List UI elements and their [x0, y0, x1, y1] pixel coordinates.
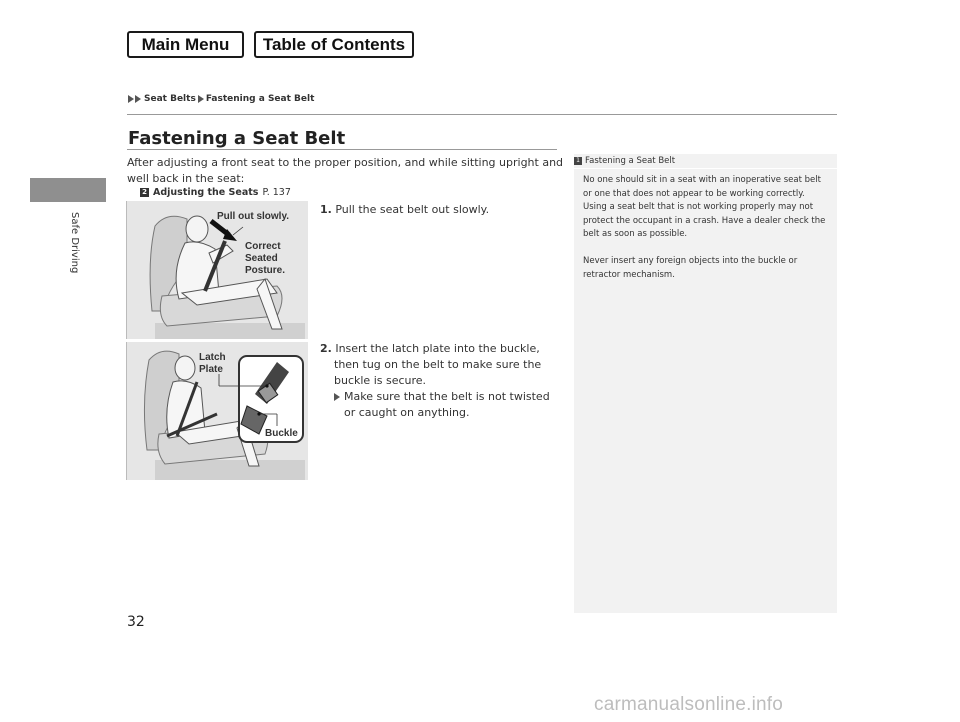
page-title: Fastening a Seat Belt — [128, 128, 346, 149]
main-menu-button[interactable]: Main Menu — [127, 31, 244, 58]
xref-label: Adjusting the Seats — [153, 187, 259, 198]
breadcrumb-arrow-icon — [128, 95, 134, 103]
step-text: Insert the latch plate into the buckle, then tug on the belt to make sure the buckle is secure. — [334, 342, 542, 387]
step-2-subnote — [334, 389, 560, 421]
note-paragraph: Never insert any foreign objects into the buckle or retractor mechanism. — [583, 256, 798, 280]
subnote-text: Make sure that the belt is not twisted or caught on anything. — [344, 390, 550, 419]
step-number: 2. — [320, 342, 332, 355]
xref-page: P. 137 — [262, 187, 291, 198]
subnote-arrow-icon — [334, 393, 340, 401]
callout-latch-plate: Latch Plate — [199, 352, 226, 375]
header-divider — [127, 114, 837, 115]
section-tab — [30, 178, 106, 202]
note-paragraph: No one should sit in a seat with an inoperative seat belt or one that does not appear to be working correctly. Using a seat belt that is not working properly may not protect the occupant in a crash. Have a dealer check the belt as soon as possible. — [583, 175, 826, 239]
breadcrumb-arrow-icon — [198, 95, 204, 103]
watermark: carmanualsonline.info — [594, 694, 784, 715]
section-label: Safe Driving — [69, 212, 80, 274]
step-text: Pull the seat belt out slowly. — [335, 203, 490, 216]
callout-pull-out: Pull out slowly. — [217, 211, 290, 222]
breadcrumb-arrow-icon — [135, 95, 141, 103]
callout-buckle: Buckle — [265, 428, 298, 439]
table-of-contents-button[interactable]: Table of Contents — [254, 31, 414, 58]
reference-icon: 2 — [140, 188, 149, 197]
figure-latch-buckle — [126, 342, 308, 480]
figure-pull-belt — [126, 201, 308, 339]
cross-reference-link[interactable] — [140, 187, 291, 198]
note-heading-text: Fastening a Seat Belt — [585, 156, 676, 166]
note-divider — [574, 168, 837, 169]
step-number: 1. — [320, 203, 332, 216]
page-number: 32 — [127, 614, 145, 630]
step-2 — [320, 341, 560, 421]
note-body — [583, 174, 831, 296]
breadcrumb — [128, 94, 314, 104]
note-icon: 1 — [574, 157, 582, 165]
note-heading — [574, 156, 675, 166]
callout-correct-posture: Correct Seated Posture. — [245, 241, 286, 276]
title-divider — [127, 149, 557, 150]
breadcrumb-item-fastening[interactable]: Fastening a Seat Belt — [205, 94, 315, 104]
breadcrumb-item-seat-belts[interactable]: Seat Belts — [144, 94, 196, 104]
step-1 — [320, 202, 560, 218]
intro-text: After adjusting a front seat to the proper position, and while sitting upright and well back in the seat: — [127, 156, 564, 185]
